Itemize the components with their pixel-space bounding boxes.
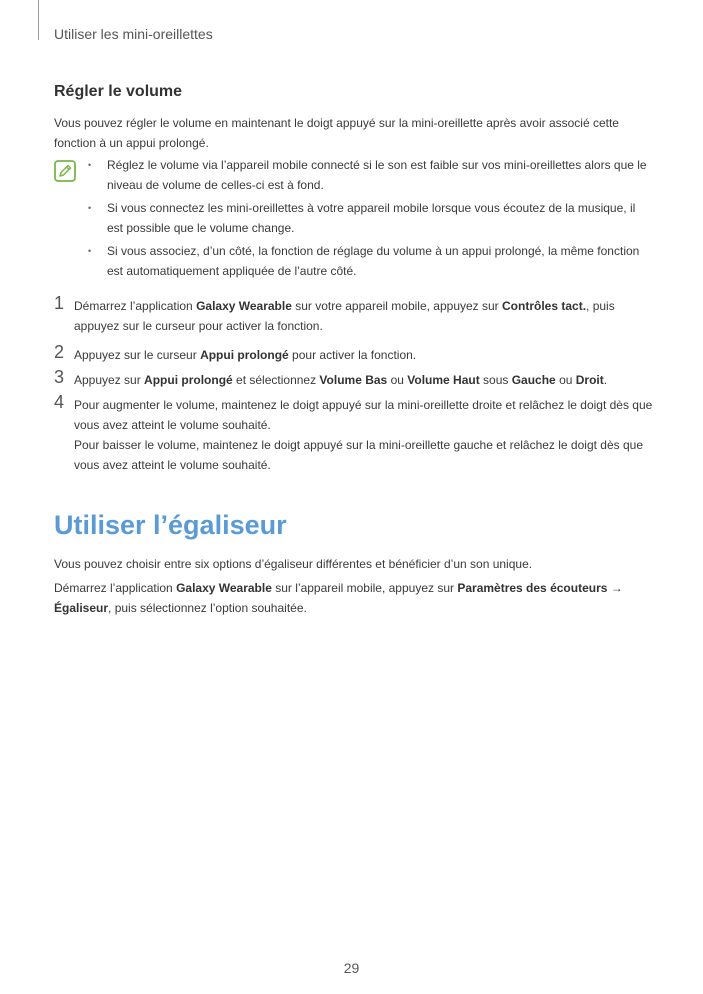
note-item: • Si vous connectez les mini-oreillettes à votre appareil mobile lorsque vous écoutez de la musique, il est possible que le volume change.	[88, 198, 653, 238]
step-paragraph: Pour baisser le volume, maintenez le doigt appuyé sur la mini-oreillette gauche et relâchez le doigt dès que vous avez atteint le volume souhaité.	[74, 438, 643, 472]
page-number: 29	[343, 960, 360, 976]
step-number: 2	[54, 342, 65, 362]
step-number: 3	[54, 367, 65, 387]
step-1	[54, 293, 654, 336]
section-title-equalizer: Utiliser l’égaliseur	[54, 510, 287, 540]
step-number: 4	[54, 392, 65, 412]
note-pencil-icon	[54, 160, 76, 182]
section-title-volume: Régler le volume	[54, 83, 183, 100]
step-text	[74, 395, 654, 475]
note-list	[88, 155, 653, 284]
volume-intro: Vous pouvez régler le volume en maintenant le doigt appuyé sur la mini-oreillette après avoir associé cette fonction à un appui prolongé.	[54, 116, 619, 150]
step-paragraph: Pour augmenter le volume, maintenez le doigt appuyé sur la mini-oreillette droite et relâchez le doigt dès que vous avez atteint le volume souhaité.	[74, 398, 653, 432]
header-rule	[38, 0, 39, 40]
step-3	[54, 367, 654, 390]
note-item: • Réglez le volume via l’appareil mobile connecté si le son est faible sur vos mini-oreillettes alors que le niveau de volume de celles-ci est à fond.	[88, 155, 653, 195]
note-item: • Si vous associez, d’un côté, la fonction de réglage du volume à un appui prolongé, la même fonction est automatiquement appliquée de l’autre côté.	[88, 241, 653, 281]
step-text: Appuyez sur le curseur Appui prolongé pour activer la fonction.	[74, 348, 417, 362]
step-text: Démarrez l’application Galaxy Wearable sur votre appareil mobile, appuyez sur Contrôles tact., puis appuyez sur le curseur pour activer la fonction.	[74, 299, 615, 333]
step-text: Appuyez sur Appui prolongé et sélectionnez Volume Bas ou Volume Haut sous Gauche ou Droit.	[74, 373, 608, 387]
step-4	[54, 392, 654, 475]
header-title: Utiliser les mini-oreillettes	[54, 26, 213, 42]
equalizer-instructions: Démarrez l’application Galaxy Wearable sur l’appareil mobile, appuyez sur Paramètres des écouteurs → Égaliseur, puis sélectionnez l’option souhaitée.	[54, 581, 623, 615]
step-2	[54, 342, 654, 365]
equalizer-intro: Vous pouvez choisir entre six options d’égaliseur différentes et bénéficier d’un son unique.	[54, 557, 533, 571]
step-number: 1	[54, 293, 65, 313]
